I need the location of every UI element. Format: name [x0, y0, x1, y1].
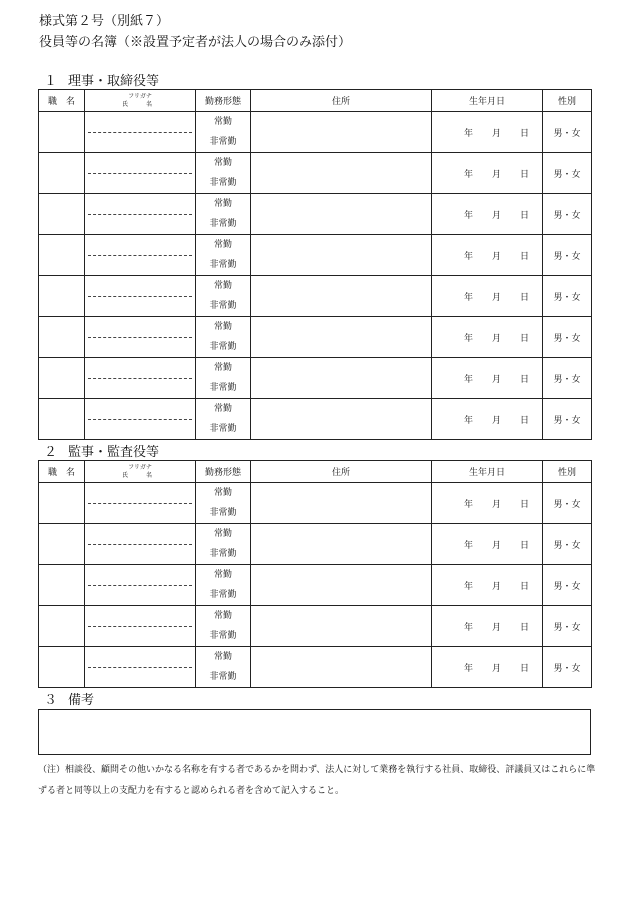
birthdate-field[interactable]	[432, 276, 543, 317]
table-row	[39, 153, 592, 194]
gender-field[interactable]: 男・女	[543, 317, 592, 358]
full-time-option[interactable]: 常勤	[213, 158, 232, 168]
address-field[interactable]	[251, 194, 432, 235]
month-label: 月	[491, 540, 501, 551]
furigana-divider	[88, 255, 192, 256]
role-field[interactable]	[39, 399, 85, 440]
role-field[interactable]	[39, 276, 85, 317]
address-field[interactable]	[251, 153, 432, 194]
work-type-cell[interactable]	[196, 524, 251, 565]
gender-field[interactable]: 男・女	[543, 565, 592, 606]
birthdate-field[interactable]	[432, 112, 543, 153]
gender-field[interactable]: 男・女	[543, 358, 592, 399]
full-time-option[interactable]: 常勤	[213, 240, 232, 250]
section-1-heading	[44, 70, 159, 89]
part-time-option[interactable]: 非常勤	[209, 424, 237, 434]
day-label: 日	[519, 169, 529, 180]
gender-field[interactable]: 男・女	[543, 276, 592, 317]
role-field[interactable]	[39, 194, 85, 235]
part-time-option[interactable]: 非常勤	[209, 508, 237, 518]
furigana-divider	[88, 214, 192, 215]
header-role: 職 名	[39, 90, 85, 112]
full-time-option[interactable]: 常勤	[213, 652, 232, 662]
work-type-cell[interactable]	[196, 647, 251, 688]
year-label: 年	[463, 499, 473, 510]
birthdate-field[interactable]	[432, 153, 543, 194]
year-label: 年	[463, 333, 473, 344]
gender-field[interactable]: 男・女	[543, 153, 592, 194]
remarks-field[interactable]	[38, 709, 591, 755]
birthdate-field[interactable]	[432, 358, 543, 399]
form-number: 様式第２号（別紙７）	[39, 14, 170, 29]
gender-field[interactable]: 男・女	[543, 399, 592, 440]
year-label: 年	[463, 251, 473, 262]
header-role: 職 名	[39, 461, 85, 483]
birthdate-field[interactable]	[432, 194, 543, 235]
header-kanji-name: 氏 名	[121, 471, 158, 479]
address-field[interactable]	[251, 112, 432, 153]
section-3-heading	[44, 689, 94, 708]
role-field[interactable]	[39, 565, 85, 606]
auditors-table	[38, 460, 592, 688]
work-type-cell[interactable]	[196, 235, 251, 276]
year-label: 年	[463, 128, 473, 139]
header-furigana: フリガナ	[128, 463, 152, 471]
name-field[interactable]	[85, 317, 196, 358]
name-field[interactable]	[85, 276, 196, 317]
day-label: 日	[519, 663, 529, 674]
role-field[interactable]	[39, 647, 85, 688]
part-time-option[interactable]: 非常勤	[209, 590, 237, 600]
name-field[interactable]	[85, 194, 196, 235]
month-label: 月	[491, 210, 501, 221]
work-type-cell[interactable]	[196, 194, 251, 235]
name-field[interactable]	[85, 112, 196, 153]
table-row	[39, 235, 592, 276]
header-birthdate: 生年月日	[432, 90, 543, 112]
name-field[interactable]	[85, 153, 196, 194]
month-label: 月	[491, 128, 501, 139]
name-field[interactable]	[85, 606, 196, 647]
work-type-cell[interactable]	[196, 317, 251, 358]
role-field[interactable]	[39, 483, 85, 524]
address-field[interactable]	[251, 483, 432, 524]
address-field[interactable]	[251, 317, 432, 358]
part-time-option[interactable]: 非常勤	[209, 301, 237, 311]
year-label: 年	[463, 374, 473, 385]
birthdate-field[interactable]	[432, 606, 543, 647]
header-gender: 性別	[543, 461, 592, 483]
full-time-option[interactable]: 常勤	[213, 570, 232, 580]
full-time-option[interactable]: 常勤	[213, 529, 232, 539]
furigana-divider	[88, 667, 192, 668]
header-row	[39, 90, 592, 112]
header-address: 住所	[251, 90, 432, 112]
day-label: 日	[519, 374, 529, 385]
table-row	[39, 606, 592, 647]
part-time-option[interactable]: 非常勤	[209, 137, 237, 147]
table-row	[39, 483, 592, 524]
day-label: 日	[519, 622, 529, 633]
gender-field[interactable]: 男・女	[543, 483, 592, 524]
section-number: ３	[44, 693, 58, 708]
table-row	[39, 276, 592, 317]
header-name	[85, 461, 196, 483]
name-field[interactable]	[85, 399, 196, 440]
name-field[interactable]	[85, 565, 196, 606]
month-label: 月	[491, 333, 501, 344]
furigana-divider	[88, 378, 192, 379]
address-field[interactable]	[251, 235, 432, 276]
name-field[interactable]	[85, 483, 196, 524]
table-row	[39, 565, 592, 606]
section-title: 監事・監査役等	[68, 445, 160, 460]
role-field[interactable]	[39, 235, 85, 276]
furigana-divider	[88, 626, 192, 627]
part-time-option[interactable]: 非常勤	[209, 260, 237, 270]
birthdate-field[interactable]	[432, 524, 543, 565]
address-field[interactable]	[251, 358, 432, 399]
birthdate-field[interactable]	[432, 565, 543, 606]
header-kanji-name: 氏 名	[121, 100, 158, 108]
month-label: 月	[491, 415, 501, 426]
part-time-option[interactable]: 非常勤	[209, 631, 237, 641]
month-label: 月	[491, 581, 501, 592]
table-row	[39, 317, 592, 358]
part-time-option[interactable]: 非常勤	[209, 342, 237, 352]
day-label: 日	[519, 292, 529, 303]
footnote: （注）相談役、顧問その他いかなる名称を有する者であるかを問わず、法人に対して業務を執行する社員、取締役、評議員又はこれらに準ずる者と同等以上の支配力を有すると認められる者を含めて記入すること。	[38, 765, 596, 796]
part-time-option[interactable]: 非常勤	[209, 383, 237, 393]
month-label: 月	[491, 251, 501, 262]
directors-table	[38, 89, 592, 440]
day-label: 日	[519, 251, 529, 262]
day-label: 日	[519, 499, 529, 510]
work-type-cell[interactable]	[196, 483, 251, 524]
table-row	[39, 194, 592, 235]
furigana-divider	[88, 296, 192, 297]
gender-field[interactable]: 男・女	[543, 647, 592, 688]
role-field[interactable]	[39, 606, 85, 647]
full-time-option[interactable]: 常勤	[213, 322, 232, 332]
section-number: １	[44, 74, 58, 89]
document-title: 役員等の名簿（※設置予定者が法人の場合のみ添付）	[39, 35, 352, 50]
role-field[interactable]	[39, 358, 85, 399]
header-work-type: 勤務形態	[196, 461, 251, 483]
full-time-option[interactable]: 常勤	[213, 404, 232, 414]
gender-field[interactable]: 男・女	[543, 235, 592, 276]
header-name	[85, 90, 196, 112]
year-label: 年	[463, 210, 473, 221]
year-label: 年	[463, 169, 473, 180]
part-time-option[interactable]: 非常勤	[209, 178, 237, 188]
day-label: 日	[519, 581, 529, 592]
full-time-option[interactable]: 常勤	[213, 363, 232, 373]
table-row	[39, 112, 592, 153]
furigana-divider	[88, 503, 192, 504]
furigana-divider	[88, 419, 192, 420]
address-field[interactable]	[251, 606, 432, 647]
year-label: 年	[463, 415, 473, 426]
day-label: 日	[519, 128, 529, 139]
month-label: 月	[491, 663, 501, 674]
role-field[interactable]	[39, 112, 85, 153]
section-number: ２	[44, 445, 58, 460]
year-label: 年	[463, 622, 473, 633]
name-field[interactable]	[85, 235, 196, 276]
header-gender: 性別	[543, 90, 592, 112]
name-field[interactable]	[85, 358, 196, 399]
part-time-option[interactable]: 非常勤	[209, 672, 237, 682]
address-field[interactable]	[251, 524, 432, 565]
day-label: 日	[519, 210, 529, 221]
birthdate-field[interactable]	[432, 647, 543, 688]
work-type-cell[interactable]	[196, 565, 251, 606]
day-label: 日	[519, 415, 529, 426]
day-label: 日	[519, 333, 529, 344]
furigana-divider	[88, 337, 192, 338]
year-label: 年	[463, 292, 473, 303]
month-label: 月	[491, 292, 501, 303]
furigana-divider	[88, 585, 192, 586]
header-address: 住所	[251, 461, 432, 483]
header-row	[39, 461, 592, 483]
day-label: 日	[519, 540, 529, 551]
month-label: 月	[491, 374, 501, 385]
work-type-cell[interactable]	[196, 606, 251, 647]
table-row	[39, 524, 592, 565]
name-field[interactable]	[85, 647, 196, 688]
month-label: 月	[491, 169, 501, 180]
gender-field[interactable]: 男・女	[543, 112, 592, 153]
gender-field[interactable]: 男・女	[543, 606, 592, 647]
full-time-option[interactable]: 常勤	[213, 117, 232, 127]
full-time-option[interactable]: 常勤	[213, 199, 232, 209]
gender-field[interactable]: 男・女	[543, 194, 592, 235]
month-label: 月	[491, 622, 501, 633]
table-row	[39, 358, 592, 399]
part-time-option[interactable]: 非常勤	[209, 219, 237, 229]
section-2-heading	[44, 441, 159, 460]
name-field[interactable]	[85, 524, 196, 565]
year-label: 年	[463, 540, 473, 551]
birthdate-field[interactable]	[432, 235, 543, 276]
birthdate-field[interactable]	[432, 399, 543, 440]
table-row	[39, 647, 592, 688]
full-time-option[interactable]: 常勤	[213, 281, 232, 291]
address-field[interactable]	[251, 399, 432, 440]
part-time-option[interactable]: 非常勤	[209, 549, 237, 559]
work-type-cell[interactable]	[196, 399, 251, 440]
furigana-divider	[88, 132, 192, 133]
header-furigana: フリガナ	[128, 92, 152, 100]
work-type-cell[interactable]	[196, 153, 251, 194]
full-time-option[interactable]: 常勤	[213, 488, 232, 498]
work-type-cell[interactable]	[196, 276, 251, 317]
full-time-option[interactable]: 常勤	[213, 611, 232, 621]
address-field[interactable]	[251, 647, 432, 688]
work-type-cell[interactable]	[196, 112, 251, 153]
role-field[interactable]	[39, 153, 85, 194]
year-label: 年	[463, 663, 473, 674]
birthdate-field[interactable]	[432, 483, 543, 524]
address-field[interactable]	[251, 565, 432, 606]
role-field[interactable]	[39, 317, 85, 358]
header-birthdate: 生年月日	[432, 461, 543, 483]
header-work-type: 勤務形態	[196, 90, 251, 112]
furigana-divider	[88, 544, 192, 545]
furigana-divider	[88, 173, 192, 174]
section-title: 備考	[68, 693, 95, 708]
year-label: 年	[463, 581, 473, 592]
birthdate-field[interactable]	[432, 317, 543, 358]
table-row	[39, 399, 592, 440]
work-type-cell[interactable]	[196, 358, 251, 399]
section-title: 理事・取締役等	[68, 74, 160, 89]
role-field[interactable]	[39, 524, 85, 565]
gender-field[interactable]: 男・女	[543, 524, 592, 565]
month-label: 月	[491, 499, 501, 510]
address-field[interactable]	[251, 276, 432, 317]
